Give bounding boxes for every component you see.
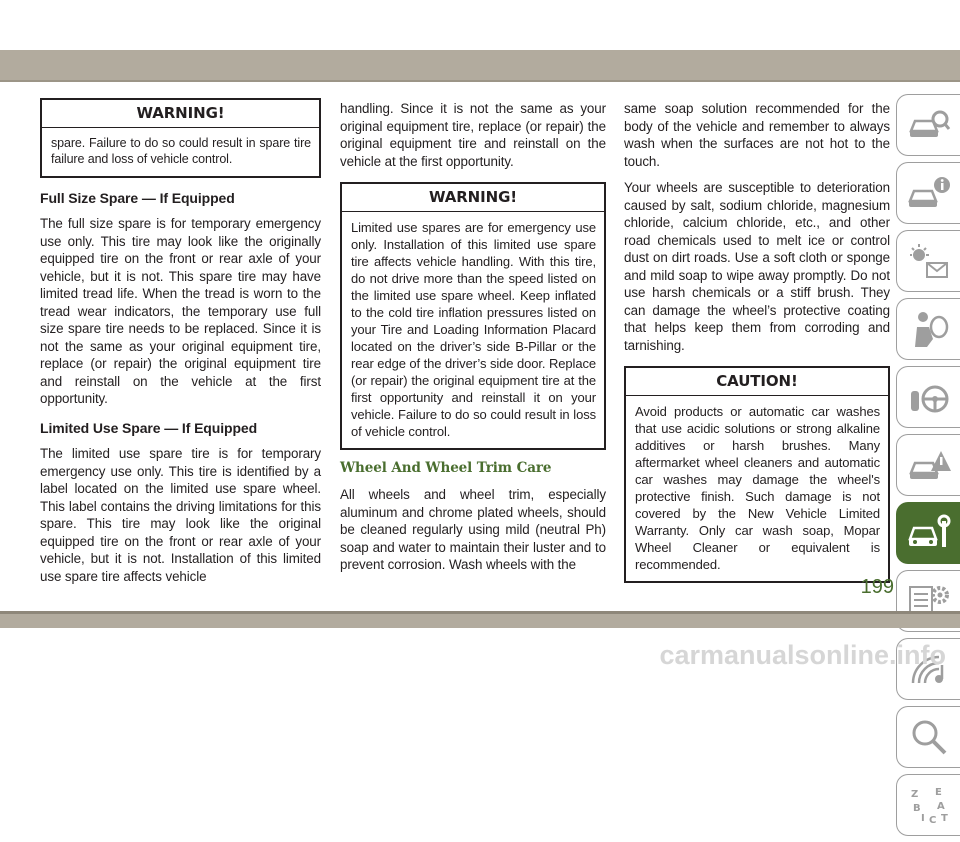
svg-text:E: E [934,787,942,798]
warning-title: WARNING! [42,100,319,128]
tab-safety[interactable] [896,298,960,360]
tab-car-magnifier[interactable] [896,94,960,156]
heading-full-size-spare: Full Size Spare — If Equipped [40,189,235,206]
caution-box [624,366,890,583]
warning-box [40,98,321,178]
bottom-decorative-band [0,614,960,628]
paragraph-limited-use-spare: The limited use spare tire is for temporary emergency use only. This tire is identified by a label located on the limited use spare wheel. This label contains the driving limitations for this spare. This tire may look like the original equipped tire on the front or rear axle of your vehicle, but it is not. Installation of this limited use spare tire affects vehicle [40,446,321,584]
svg-text:Z: Z [910,789,918,800]
heading-wheel-trim-care: Wheel And Wheel Trim Care [340,459,552,476]
passenger-airbag-icon [907,309,951,349]
caution-title: CAUTION! [626,368,888,396]
car-wrench-icon [907,513,951,553]
top-decorative-band [0,50,960,80]
caution-text: Avoid products or automatic car washes that use acidic solutions or strong alkaline additives or harsh brushes. Many aftermarket wheel cleaners and automatic car washes may damage the wheel's protective finish. Such damage is not covered by the New Vehicle Limited Warranty. Only car wash soap, Mopar Wheel Cleaner or equivalent is recommended. [635,403,880,572]
paragraph-continued: same soap solution recommended for the body of the vehicle and remember to always wash when the surfaces are not hot to the touch. [624,101,890,169]
heading-limited-use-spare: Limited Use Spare — If Equipped [40,419,258,436]
alphabet-index-icon [907,785,951,825]
paragraph-wheel-deterioration: Your wheels are susceptible to deterioration caused by salt, sodium chloride, magnesium chloride, calcium chloride, etc., and other road chemicals used to melt ice or control dust on dirt roads. Use a soft cloth or sponge and mild soap to wipe away promptly. Do not use harsh chemicals or a stiff brush. They can damage the wheel’s protective coating that helps keep them from corroding and tarnishing. [624,180,890,353]
tab-servicing-maintenance[interactable] [896,502,960,564]
svg-text:C: C [928,815,936,825]
page-number: 199 [860,576,894,598]
paragraph-continued: handling. Since it is not the same as your original equipment tire, replace (or repair) the original equipment tire and reinstall on the vehicle at the first opportunity. [340,101,606,169]
car-emergency-icon [907,445,951,485]
tab-index[interactable] [896,774,960,836]
warning-text: Limited use spares are for emergency use only. Installation of this limited use spare tire affects vehicle handling. With this tire, do not drive more than the speed listed on the limited use spare wheel. Keep inflated to the cold tire inflation pressures listed on your Tire and Loading Information Placard located on the driver’s side B-Pillar or the rear edge of the driver’s side door. Replace (or repair) the original equipment tire at the first opportunity and reinstall it on your vehicle. Failure to do so could result in loss of vehicle control. [351,219,596,439]
chapter-tabs [896,94,960,842]
warning-text: spare. Failure to do so could result in spare tire failure and loss of vehicle control. [51,135,311,166]
car-magnifier-icon [907,105,951,145]
steering-wheel-icon [907,377,951,417]
paragraph-full-size-spare: The full size spare is for temporary emergency use only. This tire may look like the originally equipped tire on the front or rear axle of your vehicle, but it is not. This spare tire may have limited tread life. When the tread is worn to the tread wear indicators, the temporary use full size spare tire needs to be replaced. Since it is not the same as your original equipment tire, replace (or repair) the original equipment tire and reinstall on the vehicle at the first opportunity. [40,216,321,406]
watermark: carmanualsonline.info [659,640,946,670]
search-index-icon [907,717,951,757]
column-2 [340,100,606,583]
column-1 [40,98,321,594]
tab-car-info[interactable] [896,162,960,224]
warning-title: WARNING! [342,184,604,212]
warning-box-limited-spare [340,182,606,450]
svg-text:A: A [936,801,945,812]
tab-starting-driving[interactable] [896,366,960,428]
svg-text:I: I [920,813,925,824]
tab-warning-lights[interactable] [896,230,960,292]
top-divider [0,80,960,82]
warning-light-message-icon [907,241,951,281]
paragraph-wheel-care: All wheels and wheel trim, especially aluminum and chrome plated wheels, should be cleaned regularly using mild (neutral Ph) soap and water to maintain their luster and to prevent corrosion. Wash wheels with the [340,487,606,572]
svg-text:T: T [940,813,948,824]
tab-search[interactable] [896,706,960,768]
column-3 [624,100,890,593]
tab-emergencies[interactable] [896,434,960,496]
svg-text:B: B [912,803,921,814]
car-info-icon [907,173,951,213]
